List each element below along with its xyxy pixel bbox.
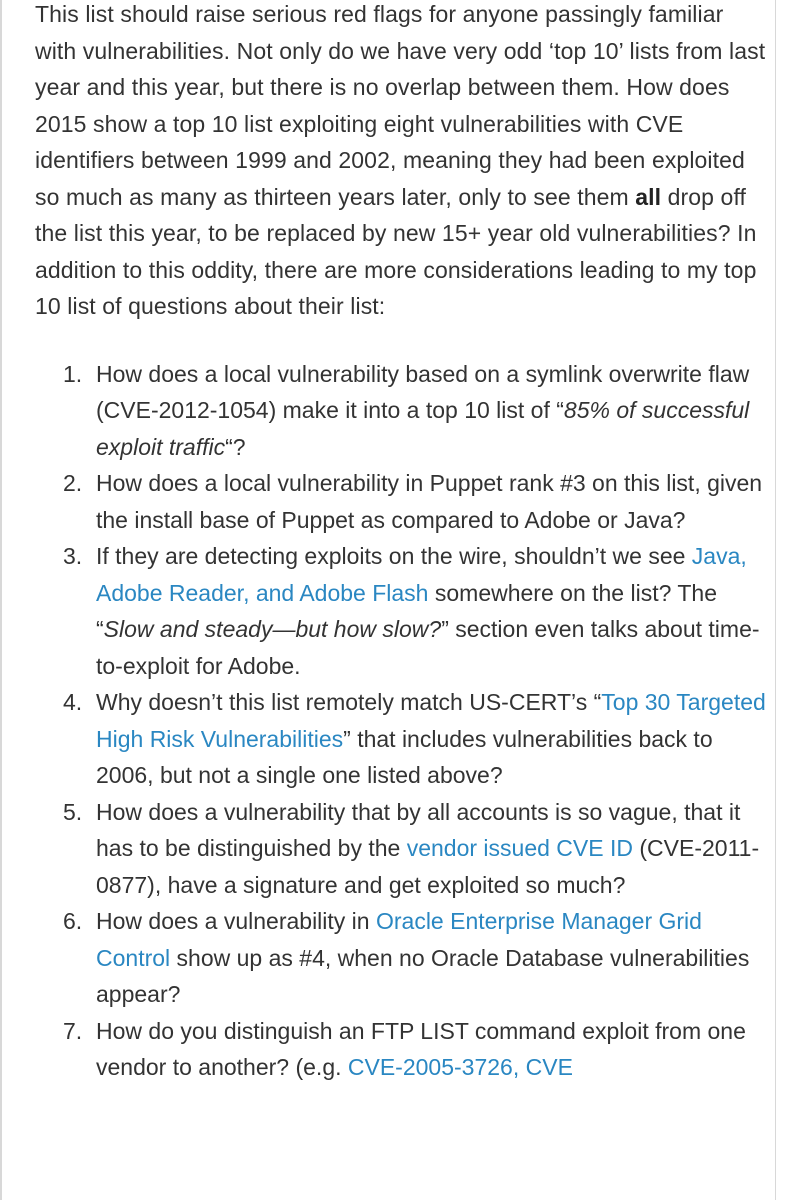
list-number: 5. — [63, 798, 83, 825]
question-text-end: “? — [225, 433, 246, 460]
question-text: How does a vulnerability that by all accounts is so vague, that it has to be distinguished by the — [96, 798, 741, 861]
right-edge-border — [775, 0, 776, 1200]
question-italic-section-title: Slow and steady—but how slow? — [103, 616, 442, 642]
question-text-end: show up as #4, when no Oracle Database vulnerabilities appear? — [96, 944, 750, 1007]
list-item-1 — [35, 356, 770, 466]
question-text: How does a vulnerability in — [96, 908, 376, 934]
question-text: How do you distinguish an FTP LIST command exploit from one vendor to another? (e.g. — [96, 1017, 746, 1080]
list-item-4 — [35, 684, 770, 794]
question-text-end: ” section even talks about time-to-exploit for Adobe. — [96, 616, 760, 679]
question-text: Why doesn’t this list remotely match US-CERT’s “ — [96, 689, 602, 715]
list-number: 1. — [63, 360, 83, 387]
question-text: How does a local vulnerability in Puppet rank #3 on this list, given the install base of Puppet as compared to Adobe or Java? — [96, 470, 763, 533]
list-number: 7. — [63, 1017, 83, 1044]
question-text: How does a local vulnerability based on a symlink overwrite flaw (CVE-2012-1054) make it into a top 10 list of “ — [96, 360, 750, 423]
intro-paragraph — [35, 0, 770, 325]
list-item-3 — [35, 538, 770, 684]
list-number: 3. — [63, 543, 83, 569]
list-number: 6. — [63, 908, 83, 934]
list-item-6 — [35, 903, 770, 1013]
cve-2005-3726-link[interactable]: CVE-2005-3726, CVE — [347, 1054, 573, 1080]
article-body — [35, 0, 770, 1086]
list-item-7 — [35, 1013, 770, 1086]
list-item-2 — [35, 465, 770, 538]
vendor-cve-id-link[interactable]: vendor issued CVE ID — [406, 835, 633, 861]
list-number: 4. — [63, 689, 83, 715]
question-text-mid: somewhere on the list? The “ — [96, 579, 717, 642]
left-edge-border — [0, 0, 2, 1200]
intro-text-continued: drop off the list this year, to be replaced by new 15+ year old vulnerabilities? In addition to this oddity, there are more considerations leading to my top 10 list of questions about their list: — [35, 183, 757, 319]
question-italic-quote: 85% of successful exploit traffic — [96, 397, 750, 460]
us-cert-top-30-link[interactable]: Top 30 Targeted High Risk Vulnerabilities — [96, 689, 766, 752]
list-number: 2. — [63, 470, 83, 496]
intro-bold-word: all — [635, 183, 662, 210]
question-text-end: (CVE-2011-0877), have a signature and get exploited so much? — [96, 835, 760, 898]
list-item-5 — [35, 794, 770, 904]
questions-list — [35, 356, 770, 1086]
java-adobe-reader-flash-link[interactable]: Java, Adobe Reader, and Adobe Flash — [96, 543, 747, 606]
oracle-grid-control-link[interactable]: Oracle Enterprise Manager Grid Control — [96, 908, 702, 971]
question-text-end: ” that includes vulnerabilities back to 2006, but not a single one listed above? — [96, 725, 713, 788]
intro-text: This list should raise serious red flags for anyone passingly familiar with vulnerabilities. Not only do we have very odd ‘top 10’ lists from last year and this year, but there is no overlap between them. How does 2015 show a top 10 list exploiting eight vulnerabilities with CVE identifiers between 1999 and 2002, meaning they had been exploited so much as many as thirteen years later, only to see them — [35, 1, 766, 210]
question-text: If they are detecting exploits on the wire, shouldn’t we see — [96, 543, 692, 569]
